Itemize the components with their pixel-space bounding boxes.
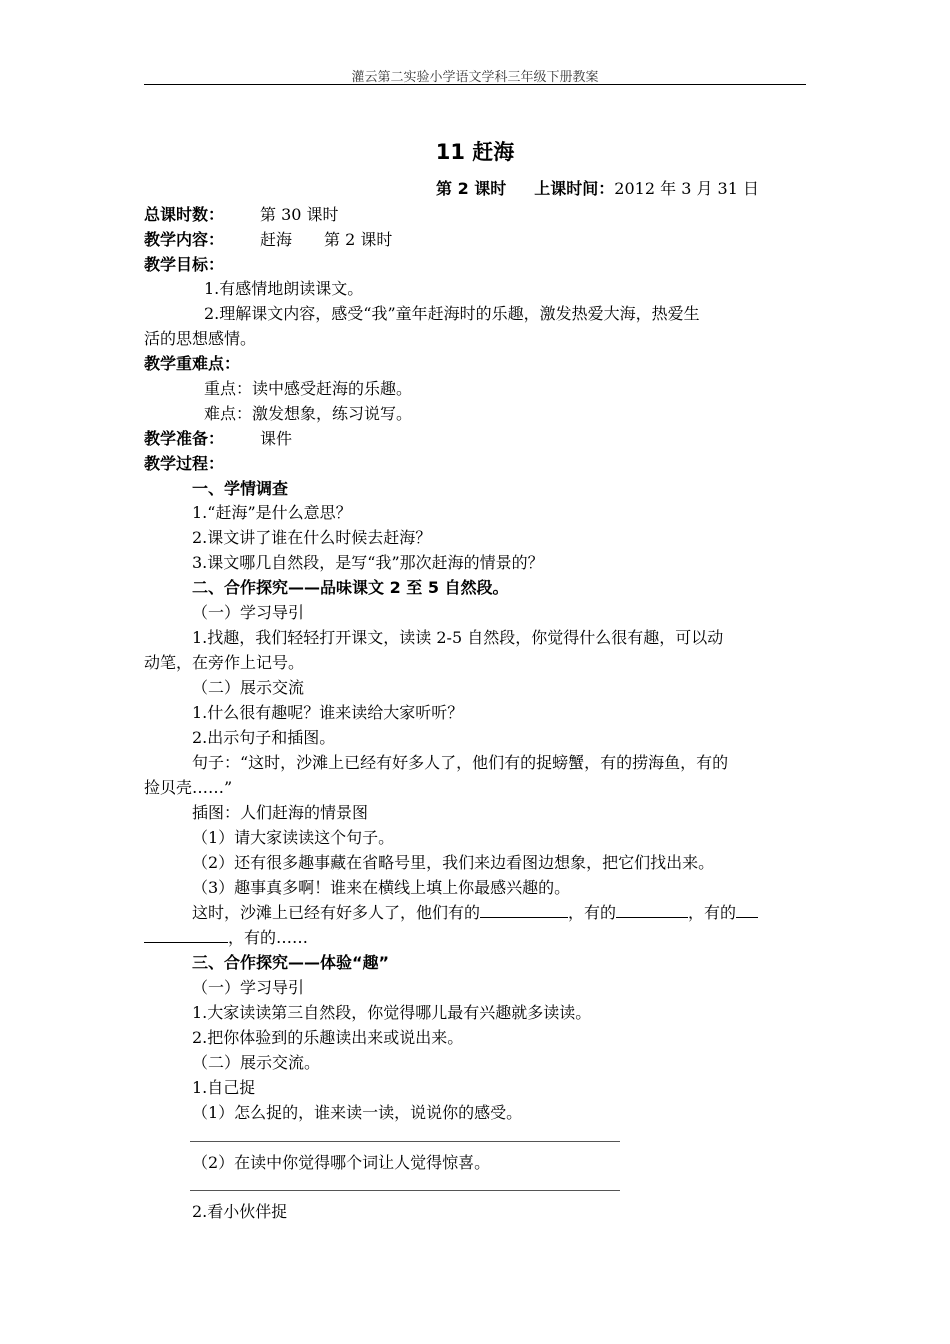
list-item: （1）请大家读读这个句子。 [192, 828, 395, 847]
lesson-date: 2012 年 3 月 31 日 [614, 179, 759, 198]
period-label: 第 2 课时 [436, 179, 507, 198]
fill-blank[interactable] [736, 903, 758, 918]
answer-line[interactable] [190, 1141, 620, 1142]
list-item: 2.课文讲了谁在什么时候去赶海？ [192, 528, 432, 547]
prep-value: 课件 [260, 429, 293, 448]
list-item: 1.什么很有趣呢？谁来读给大家听听？ [192, 703, 464, 722]
goal-item: 2.理解课文内容，感受“我”童年赶海时的乐趣，激发热爱大海，热爱生 [204, 304, 700, 323]
list-item: 1.自己捉 [192, 1078, 256, 1097]
prep-label: 教学准备： [144, 429, 225, 448]
content-label: 教学内容： [144, 230, 225, 249]
section-heading: 二、合作探究——品味课文 2 至 5 自然段。 [192, 578, 509, 597]
fill-blank[interactable] [480, 903, 568, 918]
section-heading: 一、学情调查 [192, 479, 289, 498]
list-item: （3）趣事真多啊！谁来在横线上填上你最感兴趣的。 [192, 878, 571, 897]
key-point-item: 重点：读中感受赶海的乐趣。 [204, 379, 413, 398]
sub-heading: （二）展示交流。 [192, 1053, 321, 1072]
sub-heading: （一）学习导引 [192, 978, 305, 997]
period-line [436, 176, 759, 199]
list-item: 1.“赶海”是什么意思？ [192, 503, 352, 522]
list-item: （2）在读中你觉得哪个词让人觉得惊喜。 [192, 1153, 491, 1172]
content-row [144, 227, 224, 250]
sentence-text: 句子：“这时，沙滩上已经有好多人了，他们有的捉螃蟹，有的捞海鱼，有的 [192, 753, 729, 772]
fill-text: ，有的 [688, 903, 737, 922]
fill-blank[interactable] [144, 928, 228, 943]
goals-label: 教学目标： [144, 255, 225, 274]
list-item: （2）还有很多趣事藏在省略号里，我们来边看图边想象，把它们找出来。 [192, 853, 715, 872]
sub-heading: （二）展示交流 [192, 678, 305, 697]
list-item: 动笔，在旁作上记号。 [144, 653, 305, 672]
lesson-title: 11 赶海 [435, 140, 515, 164]
fill-text: ，有的 [568, 903, 617, 922]
sentence-text: 捡贝壳……” [144, 778, 233, 797]
process-label: 教学过程： [144, 454, 225, 473]
list-item: 1.找趣，我们轻轻打开课文，读读 2-5 自然段，你觉得什么很有趣，可以动 [192, 628, 724, 647]
list-item: 2.把你体验到的乐趣读出来或说出来。 [192, 1028, 464, 1047]
list-item: （1）怎么捉的，谁来读一读，说说你的感受。 [192, 1103, 523, 1122]
list-item: 2.出示句子和插图。 [192, 728, 336, 747]
total-hours-row [144, 202, 224, 225]
fill-text: ，有的…… [228, 928, 309, 947]
key-point-item: 难点：激发想象，练习说写。 [204, 404, 413, 423]
header-rule [144, 84, 806, 85]
goal-item: 活的思想感情。 [144, 329, 257, 348]
answer-line[interactable] [190, 1190, 620, 1191]
fill-blank[interactable] [616, 903, 688, 918]
total-hours-value: 第 30 课时 [260, 205, 339, 224]
sub-heading: （一）学习导引 [192, 603, 305, 622]
total-hours-label: 总课时数： [144, 205, 225, 224]
content-value: 赶海 第 2 课时 [260, 230, 393, 249]
list-item: 1.大家读读第三自然段，你觉得哪儿最有兴趣就多读读。 [192, 1003, 592, 1022]
list-item: 3.课文哪几自然段，是写“我”那次赶海的情景的？ [192, 553, 544, 572]
goal-item: 1.有感情地朗读课文。 [204, 279, 364, 298]
time-label: 上课时间： [534, 179, 615, 198]
fill-text: 这时，沙滩上已经有好多人了，他们有的 [192, 903, 481, 922]
fill-in-sentence [192, 900, 758, 923]
section-heading: 三、合作探究——体验“趣” [192, 953, 390, 972]
page-header: 灌云第二实验小学语文学科三年级下册教案 [351, 70, 599, 85]
fill-in-sentence [144, 925, 308, 948]
key-points-label: 教学重难点： [144, 354, 241, 373]
list-item: 2.看小伙伴捉 [192, 1202, 288, 1221]
picture-text: 插图：人们赶海的情景图 [192, 803, 369, 822]
